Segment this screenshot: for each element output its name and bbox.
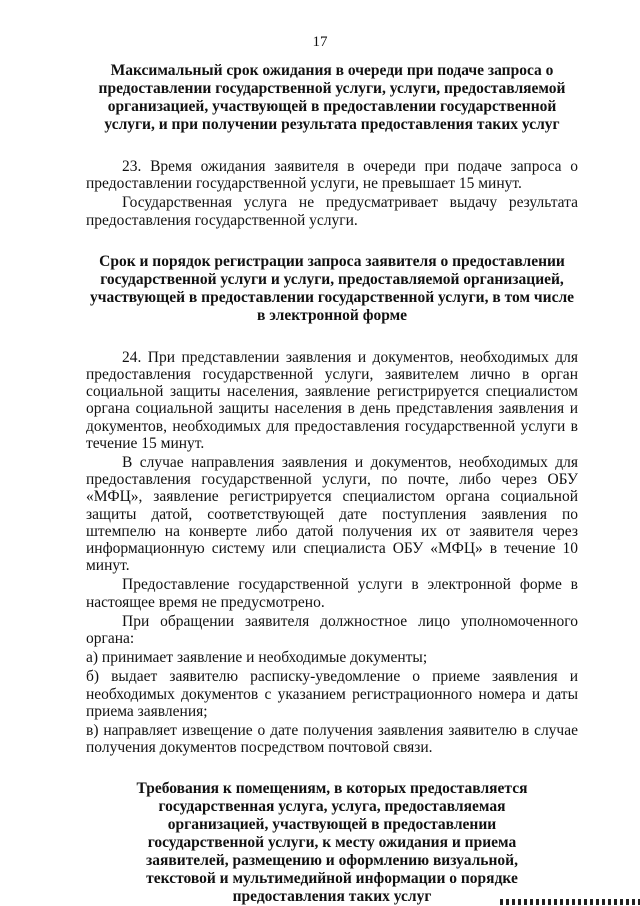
scan-edge-mark	[500, 899, 640, 905]
paragraph-24: 24. При представлении заявления и документов, необходимых для предоставления государственной услуги, заявителем лично в орган социальной защиты населения, заявление регистрируется специалистом органа социальной защиты населения в день представления заявления и документов, необходимых для предоставления государственной услуги в течение 15 минут.	[86, 348, 578, 452]
page-number: 17	[312, 34, 328, 50]
list-item-a: а) принимает заявление и необходимые документы;	[86, 649, 428, 667]
list-item-b: б) выдает заявителю расписку-уведомление о приеме заявления и необходимых документов с указанием регистрационного номера и даты приема заявления;	[86, 668, 578, 720]
section-heading-premises: Требования к помещениям, в которых предоставляется государственная услуга, услуга, предоставляемая организацией, участвующей в предоставлении государственной услуги, к месту ожидания и приема заявителей, размещению и оформлению визуальной, текстовой и мультимедийной информации о порядке предоставления таких услуг	[136, 780, 528, 906]
paragraph-no-result: Государственная услуга не предусматривает выдачу результата предоставления государственной услуги.	[86, 194, 578, 229]
paragraph-mail-mfc: В случае направления заявления и документов, необходимых для предоставления государственной услуги, по почте, либо через ОБУ «МФЦ», заявление регистрируется специалистом органа социальной защиты датой, соответствующей дате поступления заявления по штемпелю на конверте либо датой получения их от заявителя через информационную систему или специалиста ОБУ «МФЦ» в течение 10 минут.	[86, 454, 578, 575]
section-heading-waiting-time: Максимальный срок ожидания в очереди при подаче запроса о предоставлении государственной услуги, услуги, предоставляемой организацией, участвующей в предоставлении государственной услуги, и при получении результата предоставления таких услуг	[98, 62, 566, 133]
list-item-c: в) направляет извещение о дате получения заявления заявителю в случае получения документов посредством почтовой связи.	[86, 722, 578, 757]
paragraph-23: 23. Время ожидания заявителя в очереди при подаче запроса о предоставлении государственной услуги, не превышает 15 минут.	[86, 158, 578, 193]
paragraph-official-duties: При обращении заявителя должностное лицо уполномоченного органа:	[86, 612, 578, 648]
paragraph-electronic: Предоставление государственной услуги в электронной форме в настоящее время не предусмотрено.	[86, 576, 578, 611]
document-body	[86, 62, 578, 906]
section-heading-registration: Срок и порядок регистрации запроса заявителя о предоставлении государственной услуги и услуги, предоставляемой организацией, участвующей в предоставлении государственной услуги, в том числе в электронной форме	[89, 252, 575, 324]
